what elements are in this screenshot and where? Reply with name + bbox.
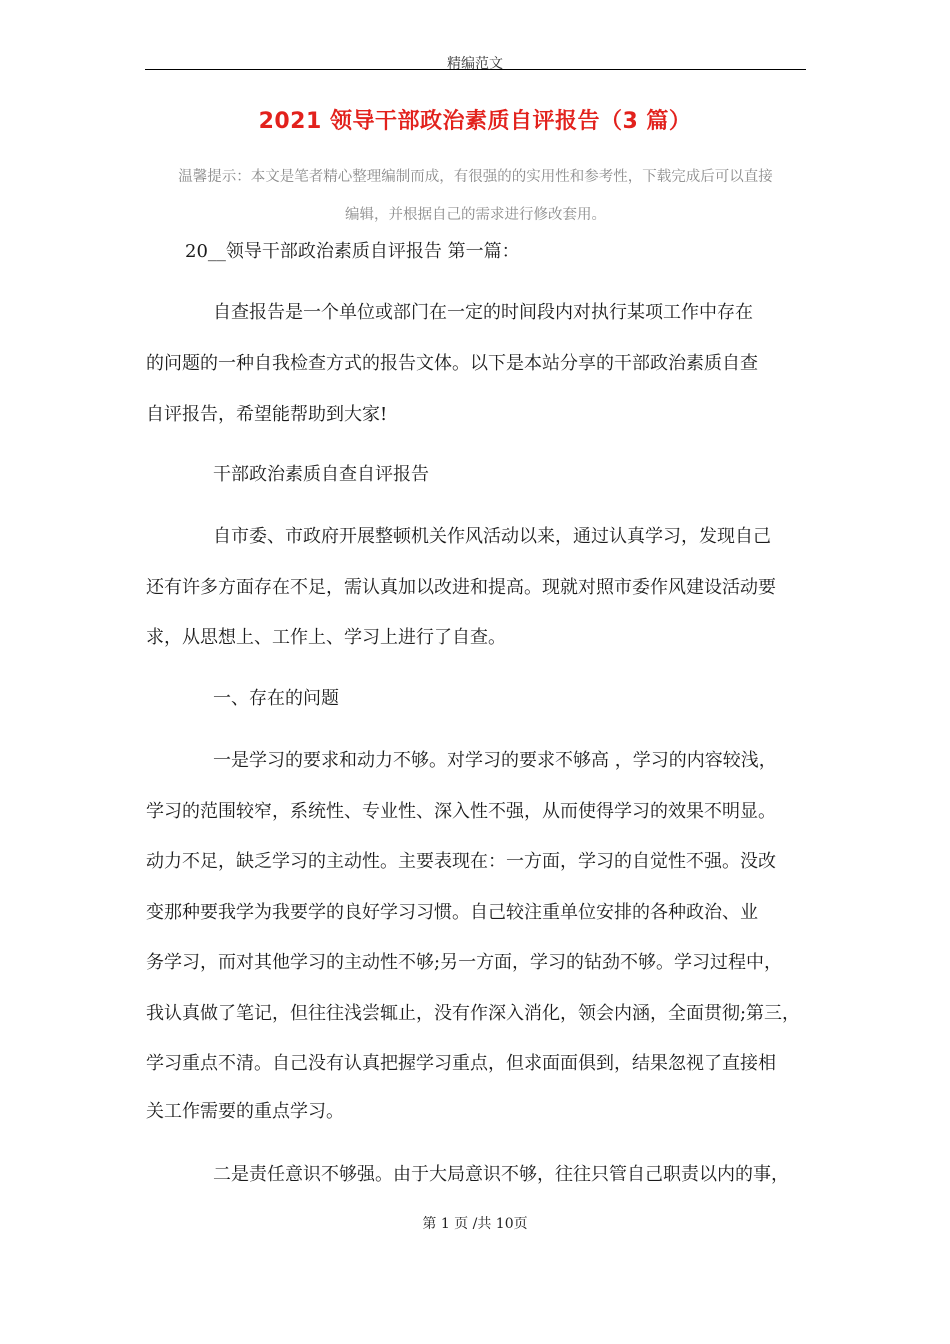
paragraph-line: 的问题的一种自我检查方式的报告文体。以下是本站分享的干部政治素质自查	[146, 353, 758, 374]
paragraph-line: 求，从思想上、工作上、学习上进行了自查。	[146, 627, 506, 648]
paragraph-line: 自市委、市政府开展整顿机关作风活动以来，通过认真学习，发现自己	[213, 526, 771, 547]
paragraph-line: 一是学习的要求和动力不够。对学习的要求不够高 ，学习的内容较浅，	[213, 750, 777, 771]
document-title: 2021 领导干部政治素质自评报告（3 篇）	[258, 109, 692, 134]
paragraph-line: 自查报告是一个单位或部门在一定的时间段内对执行某项工作中存在	[213, 302, 753, 323]
paragraph-line: 还有许多方面存在不足，需认真加以改进和提高。现就对照市委作风建设活动要	[146, 577, 776, 598]
paragraph-line: 务学习，而对其他学习的主动性不够;另一方面，学习的钻劲不够。学习过程中，	[146, 952, 783, 973]
paragraph-line: 我认真做了笔记，但往往浅尝辄止，没有作深入消化，领会内涵，全面贯彻;第三，	[146, 1003, 801, 1024]
tip-line: 温馨提示：本文是笔者精心整理编制而成，有很强的的实用性和参考性，下载完成后可以直接	[178, 169, 773, 185]
paragraph-line: 关工作需要的重点学习。	[146, 1101, 344, 1122]
tip-notice	[145, 158, 806, 234]
header-label: 精编范文	[447, 56, 503, 72]
paragraph-line: 动力不足，缺乏学习的主动性。主要表现在：一方面，学习的自觉性不强。没改	[146, 851, 776, 872]
paragraph-line: 自评报告，希望能帮助到大家!	[146, 404, 388, 425]
subheading: 干部政治素质自查自评报告	[213, 464, 429, 485]
tip-line: 编辑，并根据自己的需求进行修改套用。	[345, 207, 606, 223]
page-number-footer: 第 1 页 /共 10页	[422, 1216, 528, 1232]
section-heading: 20__领导干部政治素质自评报告 第一篇：	[185, 241, 520, 262]
paragraph-line: 变那种要我学为我要学的良好学习习惯。自己较注重单位安排的各种政治、业	[146, 902, 758, 923]
paragraph-line: 二是责任意识不够强。由于大局意识不够，往往只管自己职责以内的事，	[213, 1164, 789, 1185]
header-divider	[145, 69, 806, 70]
paragraph-line: 学习重点不清。自己没有认真把握学习重点，但求面面俱到，结果忽视了直接相	[146, 1053, 776, 1074]
paragraph-line: 学习的范围较窄，系统性、专业性、深入性不强，从而使得学习的效果不明显。	[146, 801, 776, 822]
subheading: 一、存在的问题	[213, 688, 339, 709]
